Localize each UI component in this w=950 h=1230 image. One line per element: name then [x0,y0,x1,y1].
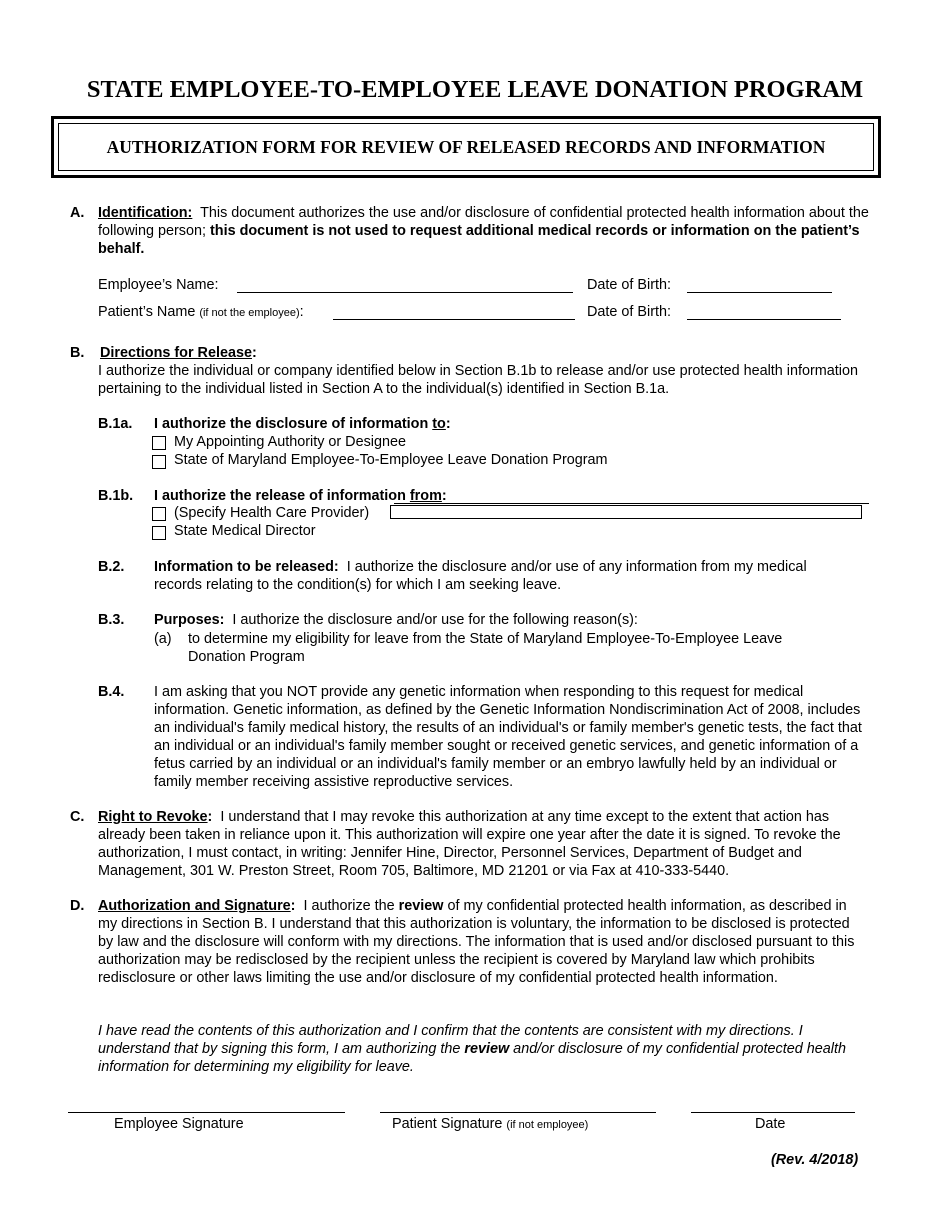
employee-dob-label: Date of Birth: [587,277,671,293]
patient-dob-field[interactable] [687,305,841,320]
section-c-text: Right to Revoke: I understand that I may revoke this authorization at any time except to the extent that action has already been taken in reliance upon it. This authorization will expire one year after the date it is signed. To revoke the authorization, I must contact, in writing: Jennifer Hine, Director, Personnel Services, Department of Budget and Management, 301 W. Preston Street, Room 705, Baltimore, MD 21201 or via Fax at 410-333-5440. [98,809,841,879]
date-label: Date [755,1116,786,1132]
b3-item-letter: (a) [154,631,172,647]
b1b-number: B.1b. [98,488,134,504]
b1b-label: I authorize the release of information from: [154,488,447,504]
section-b-letter: B. [70,345,85,361]
section-c-letter: C. [70,809,85,825]
health-care-provider-checkbox[interactable] [152,507,166,521]
revision-note: (Rev. 4/2018) [771,1152,859,1168]
section-d-text: Authorization and Signature: I authorize the review of my confidential protected health information, as described in my directions in Section B. I understand that this authorization is voluntary, the information to be disclosed is protected by law and the disclosure will conform with my directions. The information that is used and/or disclosed pursuant to this authorization may be redisclosed by the recipient unless the recipient is covered by Maryland law which prohibits redisclosure or other laws limiting the use and/or disclosure of my confidential protected health information. [98,898,855,986]
form-subtitle: AUTHORIZATION FORM FOR REVIEW OF RELEASED RECORDS AND INFORMATION [58,123,874,171]
b3-item-text: to determine my eligibility for leave from the State of Maryland Employee-To-Employee Leave Donation Program [188,631,783,665]
subtitle-box [51,116,881,178]
section-b-heading: Directions for Release: [100,345,257,361]
b1b-rule [394,503,869,504]
b4-number: B.4. [98,684,125,700]
section-a-letter: A. [70,205,85,221]
b2-text: Information to be released: I authorize the disclosure and/or use of any information from my medical records relating to the condition(s) for which I am seeking leave. [154,559,807,593]
section-a-text: Identification: This document authorizes the use and/or disclosure of confidential protected health information about the following person; this document is not used to request additional medical records or information on the patient’s behalf. [98,205,869,257]
health-care-provider-label: (Specify Health Care Provider) [174,505,370,521]
b1a-number: B.1a. [98,416,133,432]
leave-donation-program-label: State of Maryland Employee-To-Employee Leave Donation Program [174,452,608,468]
patient-signature-label: Patient Signature (if not employee) [392,1116,589,1132]
date-signature-line[interactable] [691,1112,855,1113]
leave-donation-program-checkbox[interactable] [152,455,166,469]
section-b-text: I authorize the individual or company identified below in Section B.1b to release and/or use protected health information pertaining to the individual listed in Section A to the individual(s) identified in Section B.1a. [98,363,858,397]
section-a-heading: Identification: [98,205,193,221]
section-d-letter: D. [70,898,85,914]
b2-number: B.2. [98,559,125,575]
state-medical-director-checkbox[interactable] [152,526,166,540]
patient-name-label: Patient’s Name (if not the employee): [98,304,304,320]
employee-name-field[interactable] [237,278,573,293]
form-title: STATE EMPLOYEE-TO-EMPLOYEE LEAVE DONATION PROGRAM [86,76,864,103]
health-care-provider-input[interactable] [390,505,862,519]
acknowledgement-text: I have read the contents of this authorization and I confirm that the contents are consistent with my directions. I understand that by signing this form, I am authorizing the review and/or disclosure of my confidential protected health information for determining my eligibility for leave. [98,1023,846,1075]
state-medical-director-label: State Medical Director [174,523,316,539]
employee-dob-field[interactable] [687,278,832,293]
b3-text: Purposes: I authorize the disclosure and/or use for the following reason(s): [154,612,638,628]
employee-name-label: Employee’s Name: [98,277,219,293]
b4-text: I am asking that you NOT provide any genetic information when responding to this request for medical information. Genetic information, as defined by the Genetic Information Nondiscrimination Act of 2008, includes an individual's family medical history, the results of an individual's or family member's genetic tests, the fact that an individual or an individual's family member sought or received genetic services, and genetic information of a fetus carried by an individual or an individual's family member or an embryo lawfully held by an individual or family member receiving assistive reproductive services. [154,684,862,790]
b3-number: B.3. [98,612,125,628]
patient-signature-line[interactable] [380,1112,656,1113]
appointing-authority-label: My Appointing Authority or Designee [174,434,406,450]
patient-name-field[interactable] [333,305,575,320]
employee-signature-line[interactable] [68,1112,345,1113]
appointing-authority-checkbox[interactable] [152,436,166,450]
b1a-label: I authorize the disclosure of information to: [154,416,451,432]
employee-signature-label: Employee Signature [114,1116,244,1132]
patient-dob-label: Date of Birth: [587,304,671,320]
